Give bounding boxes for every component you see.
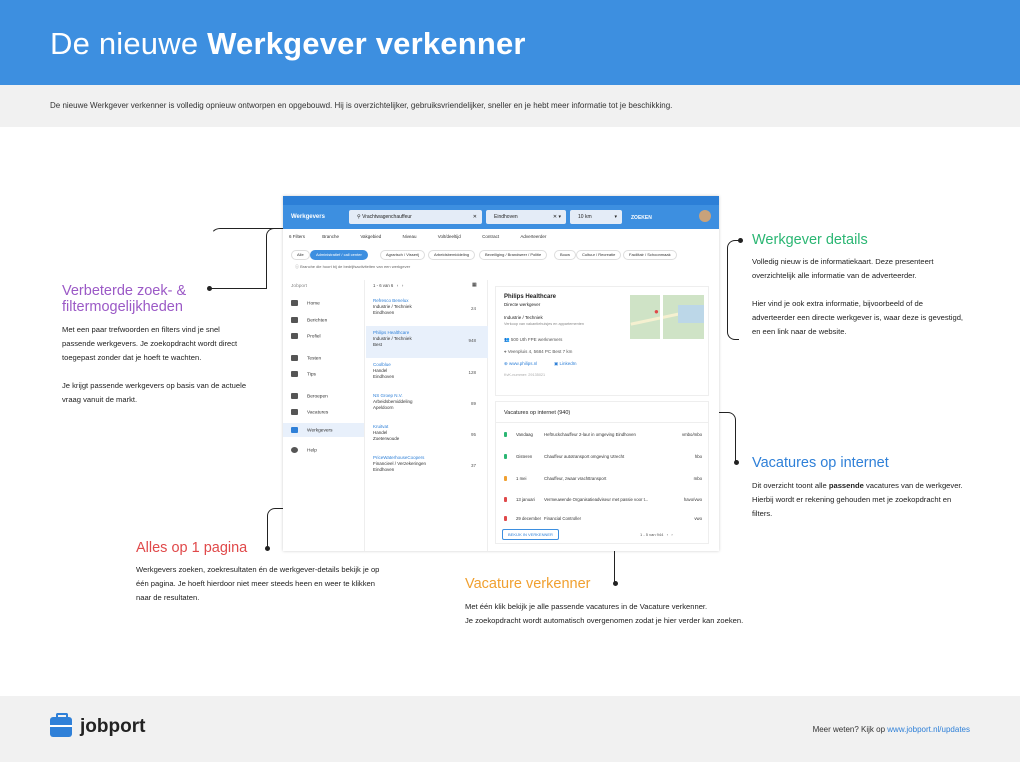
connector-search-h bbox=[209, 288, 267, 289]
search-input[interactable]: ⚲ Vrachtwagenchauffeur ✕ bbox=[349, 210, 482, 224]
calendar-icon[interactable]: ▦ bbox=[472, 282, 477, 288]
results-pager: 1 - 6 van 6 ‹ › bbox=[373, 283, 404, 288]
annotation-vacatures-text: Dit overzicht toont alle passende vacatures van de werkgever. Hierbij wordt er rekening gehouden met je zoekopdracht en filters. bbox=[752, 481, 963, 518]
profile-icon bbox=[291, 333, 298, 339]
detail-web-link[interactable]: ⊕ www.philips.nl bbox=[504, 361, 538, 366]
help-icon bbox=[291, 447, 298, 453]
building-icon bbox=[291, 427, 298, 433]
list-item[interactable]: Coolblue Handel Eindhoven 128 bbox=[373, 362, 476, 379]
connector-dot bbox=[265, 546, 270, 551]
chip-agrarisch[interactable]: Agrarisch / Visserij bbox=[380, 250, 425, 260]
vacancies-card: Vacatures op internet (940) Vandaag Heftruckchauffeur 2-laur in omgeving Eindhoven vmbo/mbo Gisteren Chauffeur autotransport omgeving Utrecht hbo 1 mei Chauffeur, zwaar vrachttransport mbo 13 januari Vermeuwende Organisatieadviseur met passie voor t... havo/vwo 29 december Financial Controller vwo BEKIJK IN VERKENNER 1 - 5 van 944 ‹ › bbox=[495, 401, 709, 544]
intro-text: De nieuwe Werkgever verkenner is volledig opnieuw ontworpen en opgebouwd. Hij is overzichtelijker, gebruiksvriendelijker, sneller en je hebt meer informatie tot je beschikking. bbox=[50, 101, 673, 110]
filter-vakgebied[interactable]: Vakgebied bbox=[360, 234, 382, 239]
app-screenshot bbox=[283, 196, 719, 551]
status-icon bbox=[504, 432, 507, 437]
sidebar-item-werkgevers[interactable]: Werkgevers bbox=[283, 423, 364, 437]
list-item[interactable]: PriceWaterhouseCoopers Financieel / Verzekeringen Eindhoven 37 bbox=[373, 455, 476, 472]
sidebar-item-vacatures[interactable]: Vacatures bbox=[291, 409, 328, 415]
location-input[interactable]: Eindhoven ✕ ▾ bbox=[486, 210, 566, 224]
detail-type: Directe werkgever bbox=[504, 302, 541, 307]
detail-kvk: KvK-nummer: 29135021 bbox=[504, 373, 546, 377]
connector-dot bbox=[613, 581, 618, 586]
nav-brand: Jobport bbox=[291, 284, 307, 289]
test-icon bbox=[291, 355, 298, 361]
connector-dot bbox=[738, 238, 743, 243]
home-icon bbox=[291, 300, 298, 306]
annotation-verkenner-text: Met één klik bekijk je alle passende vacatures in de Vacature verkenner. Je zoekopdracht wordt automatisch overgenomen zodat je hier verder kan zoeken. bbox=[465, 602, 744, 625]
connector-details bbox=[727, 240, 739, 340]
detail-size: 👥 500 Uth FPE werknemers bbox=[504, 337, 563, 342]
briefcase-icon bbox=[50, 717, 72, 737]
results-list bbox=[366, 280, 488, 551]
jobport-logo[interactable]: jobport bbox=[50, 716, 145, 738]
clear-icon[interactable]: ✕ bbox=[472, 214, 477, 220]
employer-detail-card bbox=[495, 286, 709, 396]
annotation-search-title: Verbeterde zoek- & filtermogelijkheden bbox=[62, 283, 187, 315]
annotation-details-title: Werkgever details bbox=[752, 232, 868, 248]
chip-facilitair[interactable]: Facilitair / Schoonmaak bbox=[623, 250, 677, 260]
tips-icon bbox=[291, 371, 298, 377]
footer-more: Meer weten? Kijk op www.jobport.nl/updates bbox=[812, 725, 970, 734]
chat-icon bbox=[291, 317, 298, 323]
vacancies-pager: 1 - 5 van 944 ‹ › bbox=[640, 532, 673, 537]
open-verkenner-button[interactable]: BEKIJK IN VERKENNER bbox=[502, 529, 559, 540]
chip-arbeidsbemiddeling[interactable]: Arbeidsbemiddeling bbox=[428, 250, 475, 260]
sidebar-item-beroepen[interactable]: Beroepen bbox=[291, 393, 328, 399]
sidebar-item-tips[interactable]: Tips bbox=[291, 371, 316, 377]
clear-icon[interactable]: ✕ ▾ bbox=[552, 214, 561, 220]
updates-link[interactable]: www.jobport.nl/updates bbox=[887, 725, 970, 734]
detail-linkedin-link[interactable]: ▣ LinkedIn bbox=[554, 361, 577, 366]
filter-branche[interactable]: Branche bbox=[322, 234, 340, 239]
annotation-pagina-text: Werkgevers zoeken, zoekresultaten én de werkgever-details bekijk je op één pagina. Je hoeft hierdoor niet meer steeds heen en weer te klikken naar de resultaten. bbox=[136, 565, 380, 602]
list-item[interactable]: Philips Healthcare Industrie / Techniek Best 948 bbox=[366, 326, 488, 358]
filter-niveau[interactable]: Niveau bbox=[402, 234, 417, 239]
status-icon bbox=[504, 476, 507, 481]
annotation-vacatures-title: Vacatures op internet bbox=[752, 455, 889, 471]
detail-sector: Industrie / Techniek bbox=[504, 315, 543, 320]
connector-dot bbox=[734, 460, 739, 465]
detail-name: Philips Healthcare bbox=[504, 294, 557, 300]
filter-voltdeeltijd[interactable]: Volt/deeltijd bbox=[437, 234, 461, 239]
annotation-details-text: Volledig nieuw is de informatiekaart. Deze presenteert overzichtelijk alle informatie van de adverteerder. Hier vind je ook extra informatie, bijvoorbeeld of de adverteerder een directe werkgever is, waar deze is gevestigd, en een link naar de website. bbox=[752, 257, 964, 336]
sidebar-item-help[interactable]: Help bbox=[291, 447, 317, 453]
connector-vacatures bbox=[718, 412, 736, 464]
filters-count[interactable]: 6 Filters bbox=[289, 234, 306, 239]
briefcase-icon bbox=[291, 409, 298, 415]
intro-band bbox=[0, 85, 1020, 127]
radius-select[interactable]: 10 km ▾ bbox=[570, 210, 622, 224]
layers-icon bbox=[291, 393, 298, 399]
sidebar-item-profiel[interactable]: Profiel bbox=[291, 333, 321, 339]
status-icon bbox=[504, 497, 507, 502]
search-button[interactable]: ZOEKEN bbox=[631, 215, 652, 221]
detail-address: ⌖ Veenpluis 4, 5684 PC Best 7 km bbox=[504, 349, 573, 354]
app-toolbar bbox=[283, 205, 719, 229]
filter-bar bbox=[289, 234, 566, 239]
annotation-pagina-title: Alles op 1 pagina bbox=[136, 540, 248, 556]
map-thumbnail[interactable] bbox=[630, 295, 704, 339]
annotation-verkenner-title: Vacature verkenner bbox=[465, 576, 591, 592]
filter-hint: ⓘ Branche die hoort bij de bedrijfsactiviteiten van een werkgever bbox=[295, 264, 411, 269]
filter-adverteerder[interactable]: Adverteerder bbox=[520, 234, 547, 239]
sidebar-item-home[interactable]: Home bbox=[291, 300, 320, 306]
page-title: De nieuwe Werkgever verkenner bbox=[50, 26, 526, 61]
status-icon bbox=[504, 454, 507, 459]
list-item[interactable]: NS Groep N.V. Arbeidsbemiddeling Apeldoorn 89 bbox=[373, 393, 476, 410]
sidebar-nav bbox=[283, 280, 365, 551]
app-title: Werkgevers bbox=[291, 214, 325, 220]
map-pin-icon: ● bbox=[654, 307, 659, 316]
chip-cultuur[interactable]: Cultuur / Recreatie bbox=[576, 250, 621, 260]
status-bar bbox=[283, 196, 719, 205]
list-item[interactable]: Refresco Benelux Industrie / Techniek Eindhoven 24 bbox=[373, 298, 476, 315]
footer bbox=[0, 696, 1020, 762]
search-icon: ⚲ bbox=[357, 214, 361, 220]
annotation-search-text: Met een paar trefwoorden en filters vind je snel passende werkgevers. Je zoekopdracht wordt direct toegepast zonder dat je hoeft te wachten. Je krijgt passende werkgevers op basis van de actuele vraag vanuit de markt. bbox=[62, 325, 247, 404]
status-icon bbox=[504, 516, 507, 521]
vacancies-title: Vacatures op internet (940) bbox=[504, 410, 571, 416]
chip-administratief[interactable]: Administratief / call center bbox=[310, 250, 368, 260]
chevron-down-icon: ▾ bbox=[614, 214, 617, 220]
sidebar-item-berichten[interactable]: Berichten bbox=[291, 317, 327, 323]
chip-beveiliging[interactable]: Beveiliging / Brandweer / Politie bbox=[479, 250, 547, 260]
header-banner bbox=[0, 0, 1020, 85]
avatar[interactable] bbox=[699, 210, 711, 222]
connector-dot bbox=[207, 286, 212, 291]
filter-contract[interactable]: Contract bbox=[482, 234, 500, 239]
chip-alle[interactable]: Alle bbox=[291, 250, 310, 260]
list-item[interactable]: Kruitvat Handel Zoeterwoude 95 bbox=[373, 424, 476, 441]
sidebar-item-testen[interactable]: Testen bbox=[291, 355, 321, 361]
detail-tag: Verkoop van vakantiehuisjes en appartementen bbox=[504, 322, 584, 326]
chip-bouw[interactable]: Bouw bbox=[554, 250, 576, 260]
